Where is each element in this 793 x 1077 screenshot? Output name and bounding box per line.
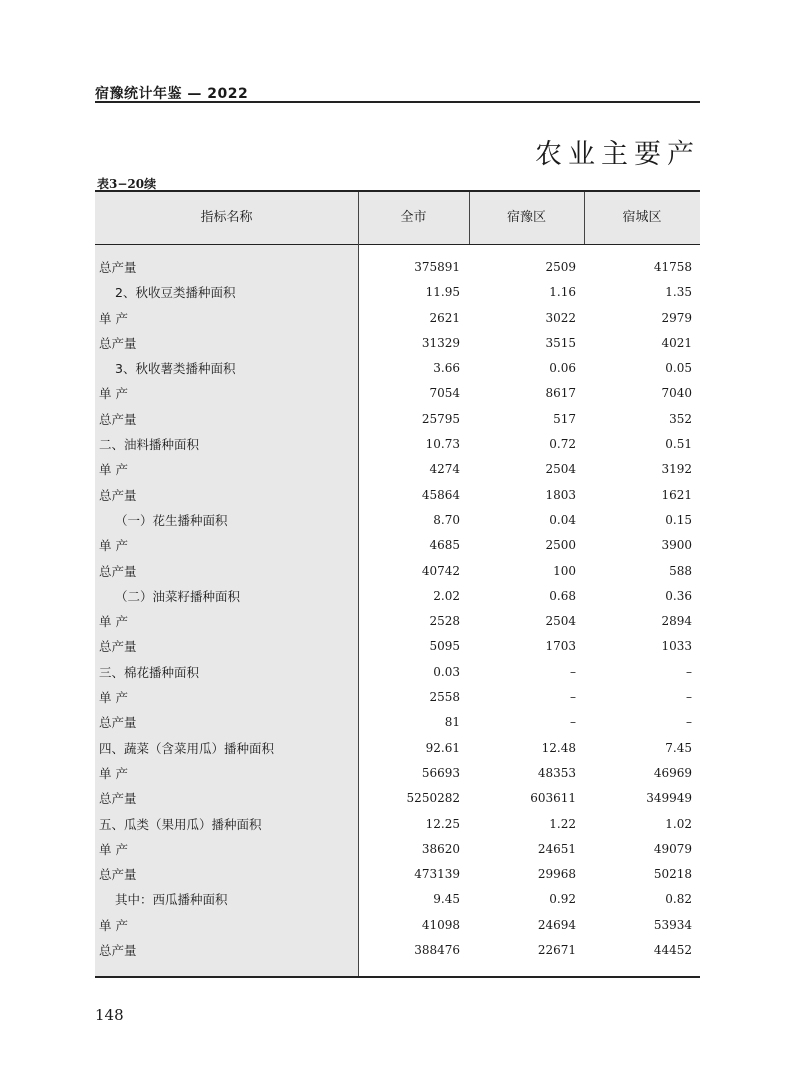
row-label: 3、秋收薯类播种面积	[115, 361, 236, 377]
table-row	[95, 584, 700, 609]
table-label: 表3−20续	[97, 177, 157, 191]
table-row	[95, 786, 700, 811]
cell-value: 1033	[661, 639, 692, 654]
cell-value: 44452	[653, 943, 692, 958]
row-label: 总产量	[99, 867, 137, 883]
table-row	[95, 837, 700, 862]
cell-value: 388476	[414, 943, 460, 958]
table-row	[95, 685, 700, 710]
row-label: 三、棉花播种面积	[99, 664, 200, 680]
cell-value: 0.04	[549, 512, 576, 527]
cell-value: 7040	[661, 386, 692, 401]
table-row	[95, 887, 700, 912]
table-row	[95, 634, 700, 659]
column-header-city: 全市	[400, 210, 427, 225]
cell-value: 45864	[421, 487, 460, 502]
cell-value: 473139	[414, 867, 460, 882]
column-header-indicator: 指标名称	[200, 210, 253, 225]
row-label: 单 产	[99, 917, 128, 933]
cell-value: 48353	[537, 765, 576, 780]
table-row	[95, 559, 700, 584]
column-header-sucheng: 宿城区	[622, 210, 662, 225]
cell-value: 588	[669, 563, 692, 578]
cell-value: –	[570, 715, 576, 730]
cell-value: 2894	[661, 614, 692, 629]
row-label: 2、秋收豆类播种面积	[115, 285, 236, 301]
row-label: 单 产	[99, 765, 128, 781]
cell-value: 7.45	[665, 740, 692, 755]
table-row	[95, 609, 700, 634]
cell-value: 3022	[545, 310, 576, 325]
row-label: 单 产	[99, 386, 128, 402]
table-row	[95, 432, 700, 457]
cell-value: 100	[553, 563, 576, 578]
cell-value: 0.03	[433, 664, 460, 679]
cell-value: 41758	[653, 260, 692, 274]
cell-value: –	[686, 664, 692, 679]
cell-value: 50218	[653, 867, 692, 882]
cell-value: 2558	[429, 690, 460, 705]
page-number: 148	[95, 1006, 124, 1024]
row-label: 单 产	[99, 538, 128, 554]
cell-value: 1.35	[665, 285, 692, 300]
row-label: 二、油料播种面积	[99, 437, 200, 453]
table-row	[95, 381, 700, 406]
cell-value: 12.48	[541, 740, 576, 755]
cell-value: 3.66	[433, 361, 460, 376]
table-row	[95, 407, 700, 432]
cell-value: 2504	[545, 462, 576, 477]
cell-value: 7054	[429, 386, 460, 401]
cell-value: 31329	[421, 335, 460, 350]
cell-value: 4274	[429, 462, 460, 477]
cell-value: 8617	[545, 386, 576, 401]
column-header-suyu: 宿豫区	[506, 210, 546, 225]
cell-value: 1703	[545, 639, 576, 654]
cell-value: 0.36	[665, 588, 692, 603]
cell-value: 4021	[661, 335, 692, 350]
cell-value: 3192	[661, 462, 692, 477]
cell-value: –	[686, 690, 692, 705]
cell-value: 0.05	[665, 361, 692, 376]
cell-value: 2504	[545, 614, 576, 629]
row-label: 总产量	[99, 260, 137, 275]
table-row	[95, 862, 700, 887]
cell-value: 0.06	[549, 361, 576, 376]
cell-value: 12.25	[425, 816, 460, 831]
cell-value: –	[570, 690, 576, 705]
row-label: 总产量	[99, 563, 137, 579]
cell-value: 56693	[421, 765, 460, 780]
table-body	[95, 255, 700, 963]
cell-value: 0.68	[549, 588, 576, 603]
row-label: 单 产	[99, 462, 128, 478]
header-rule	[95, 101, 700, 103]
cell-value: 603611	[530, 791, 576, 806]
header-rule-line	[95, 244, 700, 245]
cell-value: 1.22	[549, 816, 576, 831]
cell-value: 1.16	[549, 285, 576, 300]
cell-value: 29968	[537, 867, 576, 882]
cell-value: 41098	[421, 917, 460, 932]
table-row	[95, 938, 700, 963]
table-row	[95, 660, 700, 685]
cell-value: 8.70	[433, 512, 460, 527]
row-label: 单 产	[99, 690, 128, 706]
row-label: 四、蔬菜（含菜用瓜）播种面积	[99, 740, 275, 756]
table-row	[95, 306, 700, 331]
cell-value: 49079	[653, 841, 692, 856]
row-label: 总产量	[99, 411, 137, 427]
cell-value: 3900	[661, 538, 692, 553]
cell-value: 2621	[429, 310, 460, 325]
cell-value: 40742	[421, 563, 460, 578]
row-label: 其中：西瓜播种面积	[115, 892, 228, 908]
row-label: （二）油菜籽播种面积	[115, 588, 241, 604]
cell-value: 0.15	[665, 512, 692, 527]
cell-value: 22671	[537, 943, 576, 958]
table-row	[95, 331, 700, 356]
table-row	[95, 710, 700, 735]
cell-value: 2509	[545, 260, 576, 274]
table-row	[95, 812, 700, 837]
cell-value: 1803	[545, 487, 576, 502]
cell-value: 92.61	[425, 740, 460, 755]
row-label: 总产量	[99, 487, 137, 503]
row-label: 五、瓜类（果用瓜）播种面积	[99, 816, 262, 832]
cell-value: 5095	[429, 639, 460, 654]
cell-value: 81	[444, 715, 460, 730]
row-label: 总产量	[99, 791, 137, 807]
cell-value: 38620	[421, 841, 460, 856]
cell-value: 11.95	[425, 285, 460, 300]
table-row	[95, 508, 700, 533]
chapter-title: 农业主要产	[535, 139, 700, 170]
cell-value: 0.92	[549, 892, 576, 907]
table-row	[95, 255, 700, 280]
table-row	[95, 457, 700, 482]
cell-value: 46969	[653, 765, 692, 780]
row-label: （一）花生播种面积	[115, 512, 228, 528]
cell-value: 9.45	[433, 892, 460, 907]
row-label: 单 产	[99, 614, 128, 630]
cell-value: 517	[553, 411, 576, 426]
table-row	[95, 533, 700, 558]
table-row	[95, 356, 700, 381]
cell-value: –	[686, 715, 692, 730]
data-table	[95, 190, 700, 978]
cell-value: –	[570, 664, 576, 679]
cell-value: 349949	[646, 791, 692, 806]
running-title: 宿豫统计年鉴 — 2022	[95, 86, 249, 102]
row-label: 单 产	[99, 841, 128, 857]
cell-value: 3515	[545, 335, 576, 350]
cell-value: 10.73	[425, 437, 460, 452]
table-row	[95, 736, 700, 761]
cell-value: 0.51	[665, 437, 692, 452]
cell-value: 0.72	[549, 437, 576, 452]
cell-value: 53934	[653, 917, 692, 932]
cell-value: 2979	[661, 310, 692, 325]
row-label: 总产量	[99, 715, 137, 731]
table-row	[95, 280, 700, 305]
cell-value: 2500	[545, 538, 576, 553]
cell-value: 1621	[661, 487, 692, 502]
cell-value: 4685	[429, 538, 460, 553]
cell-value: 2528	[429, 614, 460, 629]
cell-value: 0.82	[665, 892, 692, 907]
cell-value: 24651	[537, 841, 576, 856]
row-label: 单 产	[99, 310, 128, 326]
cell-value: 1.02	[665, 816, 692, 831]
cell-value: 2.02	[433, 588, 460, 603]
table-row	[95, 761, 700, 786]
cell-value: 24694	[537, 917, 576, 932]
row-label: 总产量	[99, 335, 137, 351]
cell-value: 5250282	[406, 791, 460, 806]
row-label: 总产量	[99, 639, 137, 655]
table-row	[95, 483, 700, 508]
cell-value: 352	[669, 411, 692, 426]
cell-value: 25795	[421, 411, 460, 426]
table-row	[95, 913, 700, 938]
row-label: 总产量	[99, 943, 137, 959]
cell-value: 375891	[414, 260, 460, 274]
